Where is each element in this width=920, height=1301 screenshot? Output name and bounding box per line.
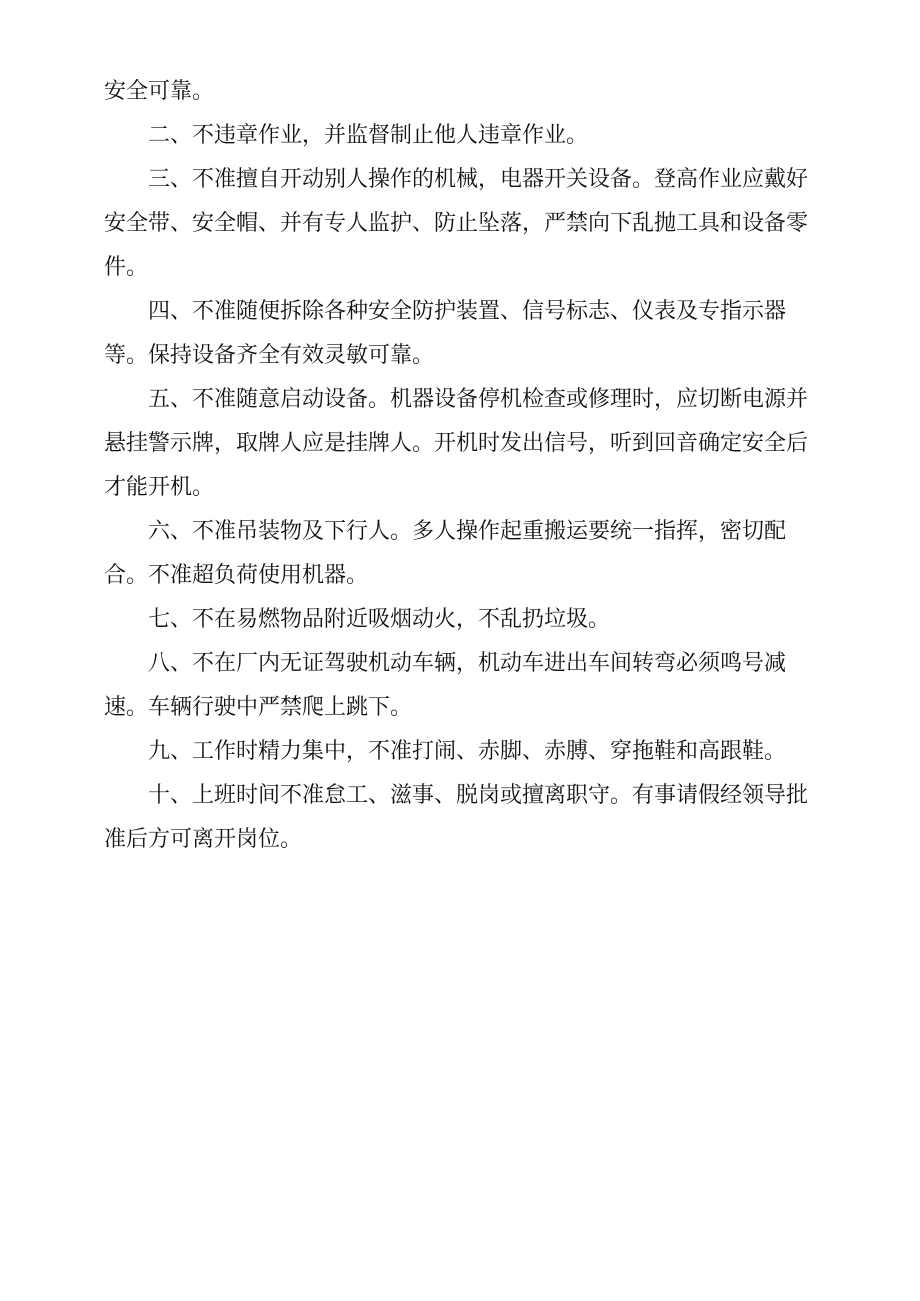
rule-item-9: 九、工作时精力集中，不准打闹、赤脚、赤膊、穿拖鞋和高跟鞋。 <box>148 739 787 764</box>
rule-item-10: 十、上班时间不准怠工、滋事、脱岗或擅离职守。有事请假经领导批准后方可离开岗位。 <box>104 783 809 852</box>
document-body <box>104 70 824 862</box>
continuation-paragraph: 安全可靠。 <box>104 79 215 104</box>
rule-item-4: 四、不准随便拆除各种安全防护装置、信号标志、仪表及专指示器等。保持设备齐全有效灵敏可靠。 <box>104 299 787 368</box>
rule-item-8: 八、不在厂内无证驾驶机动车辆，机动车进出车间转弯必须鸣号减速。车辆行驶中严禁爬上跳下。 <box>104 651 787 720</box>
rule-item-2: 二、不违章作业，并监督制止他人违章作业。 <box>148 123 589 148</box>
rule-item-5: 五、不准随意启动设备。机器设备停机检查或修理时，应切断电源并悬挂警示牌，取牌人应是挂牌人。开机时发出信号，听到回音确定安全后才能开机。 <box>104 387 809 500</box>
rule-item-7: 七、不在易燃物品附近吸烟动火，不乱扔垃圾。 <box>148 607 611 632</box>
rule-item-6: 六、不准吊装物及下行人。多人操作起重搬运要统一指挥，密切配合。不准超负荷使用机器。 <box>104 519 787 588</box>
rule-item-3: 三、不准擅自开动别人操作的机械，电器开关设备。登高作业应戴好安全带、安全帽、并有专人监护、防止坠落，严禁向下乱抛工具和设备零件。 <box>104 167 809 280</box>
